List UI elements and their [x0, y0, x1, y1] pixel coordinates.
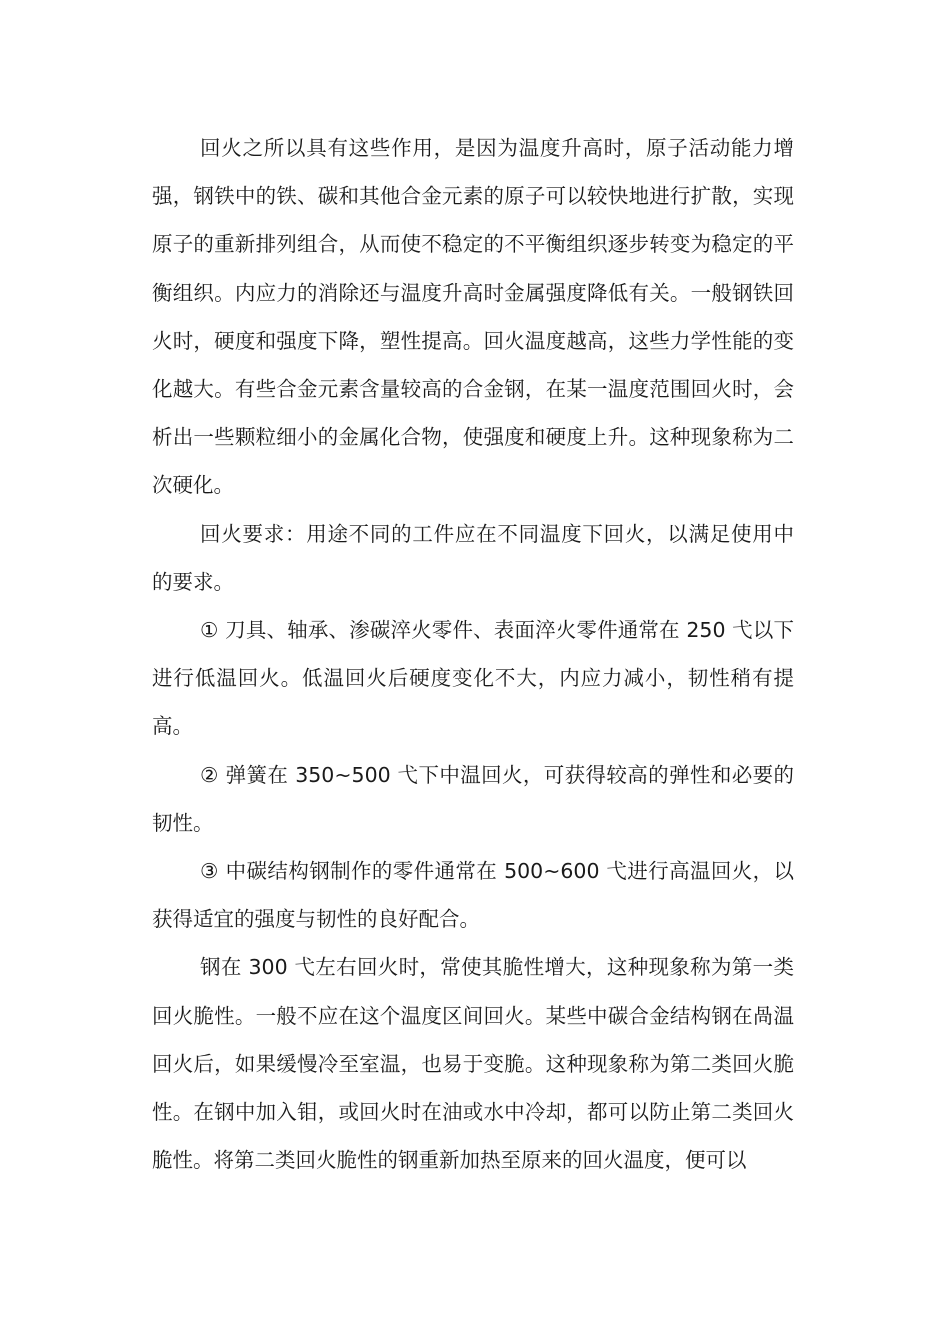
paragraph-high-temperature-tempering: ③ 中碳结构钢制作的零件通常在 500~600 弋进行高温回火，以获得适宜的强度与韧性的良好配合。 — [152, 859, 794, 932]
paragraph-low-temperature-tempering: ① 刀具、轴承、渗碳淬火零件、表面淬火零件通常在 250 弋以下进行低温回火。低温回火后硬度变化不大，内应力减小，韧性稍有提高。 — [152, 618, 794, 739]
paragraph-medium-temperature-tempering: ② 弹簧在 350~500 弋下中温回火，可获得较高的弹性和必要的韧性。 — [152, 762, 794, 835]
paragraph-temper-brittleness: 钢在 300 弋左右回火时，常使其脆性增大，这种现象称为第一类回火脆性。一般不应在这个温度区间回火。某些中碳合金结构钢在咼温回火后，如果缓慢冷至室温，也易于变脆。这种现象称为第二类回火脆性。在钢中加入钼，或回火时在油或水中冷却，都可以防止第二类回火脆性。将第二类回火脆性的钢重新加热至原来的回火温度，便可以 — [152, 955, 794, 1173]
paragraph-tempering-effects: 回火之所以具有这些作用，是因为温度升高时，原子活动能力增强，钢铁中的铁、碳和其他合金元素的原子可以较快地进行扩散，实现原子的重新排列组合，从而使不稳定的不平衡组织逐步转变为稳定的平衡组织。内应力的消除还与温度升高时金属强度降低有关。一般钢铁回火时，硬度和强度下降，塑性提高。回火温度越高，这些力学性能的变化越大。有些合金元素含量较高的合金钢，在某一温度范围回火时，会析出一些颗粒细小的金属化合物，使强度和硬度上升。这种现象称为二次硬化。 — [152, 136, 794, 498]
paragraph-tempering-requirements: 回火要求：用途不同的工件应在不同温度下回火，以满足使用中的要求。 — [152, 521, 794, 594]
document-page — [152, 124, 794, 1184]
